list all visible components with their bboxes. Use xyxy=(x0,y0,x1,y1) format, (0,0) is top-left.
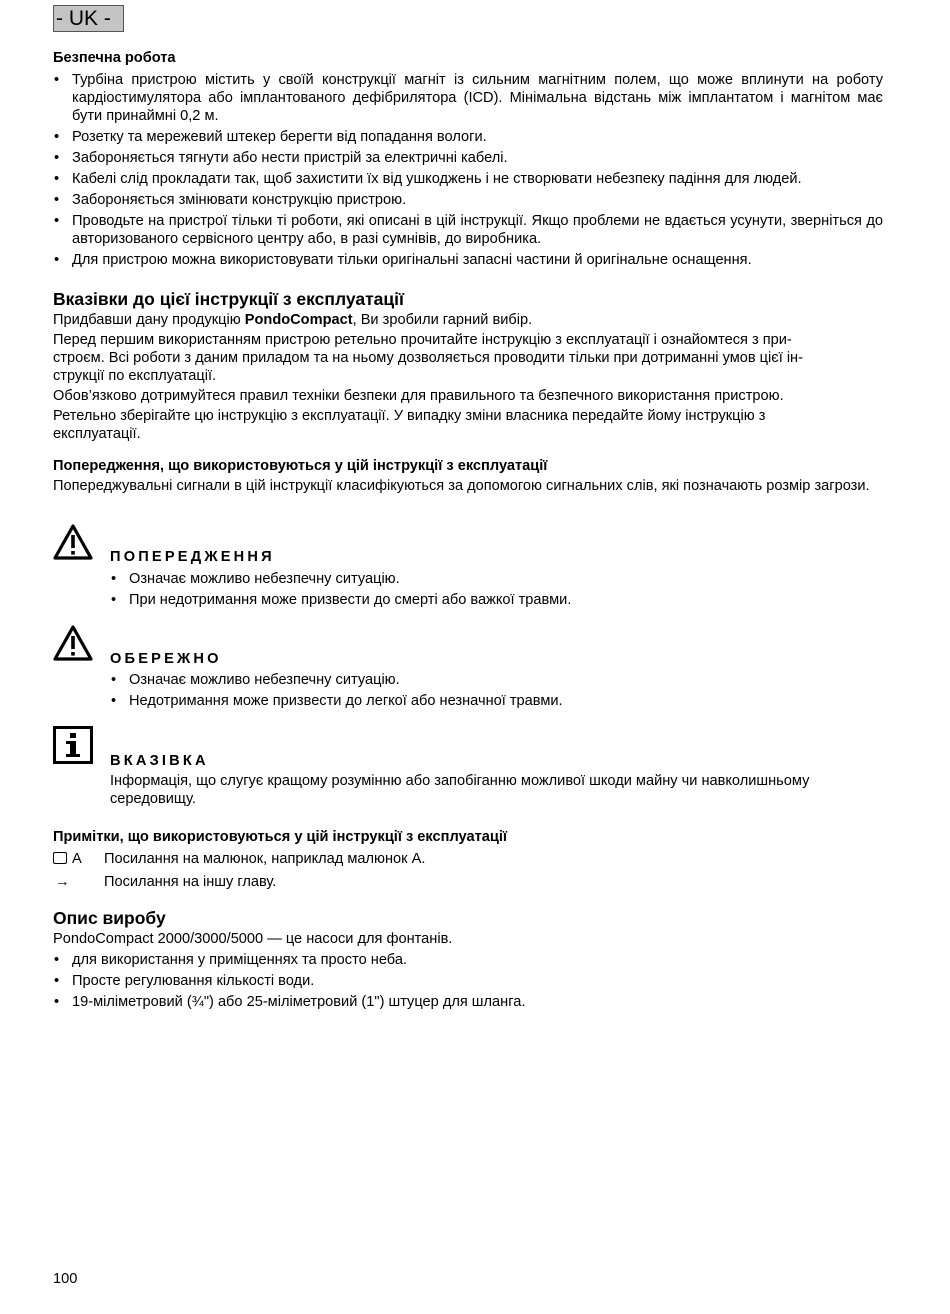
product-heading: Опис виробу xyxy=(53,908,166,928)
instructions-heading: Вказівки до цієї інструкції з експлуатації xyxy=(53,289,404,309)
list-item: • Означає можливо небезпечну ситуацію. xyxy=(110,671,880,689)
list-item: • Проводьте на пристрої тільки ті роботи, які описані в цій інструкції. Якщо проблеми не вдається усунути, зверніться до авторизованого сервісного центру або, в разі сумнівів, до виробника. xyxy=(53,212,883,248)
page-number: 100 xyxy=(53,1271,78,1287)
intro-text-end: , Ви зробили гарний вибір. xyxy=(352,312,533,328)
list-item: • Турбіна пристрою містить у своїй конструкції магніт із сильним магнітним полем, що може вплинути на роботу кардіостимулятора або імплантованого дефібрилятора (ICD). Мінімальна відстань між імплантатом і магнітом має бути принаймні 0,2 м. xyxy=(53,71,883,125)
image-frame-icon xyxy=(53,852,67,864)
notes-section-title: Примітки, що використовуються у цій інструкції з експлуатації xyxy=(53,829,507,845)
figure-reference-symbol xyxy=(53,850,82,868)
safe-work-list xyxy=(53,71,883,272)
list-item: • Забороняється тягнути або нести пристрій за електричні кабелі. xyxy=(53,149,883,167)
product-intro: PondoCompact 2000/3000/5000 — це насоси для фонтанів. xyxy=(53,931,453,947)
instructions-body xyxy=(53,311,883,443)
list-item: • Забороняється змінювати конструкцію пристрою. xyxy=(53,191,883,209)
list-item: • Для пристрою можна використовувати тільки оригінальні запасні частини й оригінальне оснащення. xyxy=(53,251,883,269)
list-item: • Просте регулювання кількості води. xyxy=(53,972,883,990)
arrow-icon: → xyxy=(55,874,70,890)
list-item: • Кабелі слід прокладати так, щоб захистити їх від ушкоджень і не створювати небезпеку падіння для людей. xyxy=(53,170,883,188)
p2-line: строєм. Всі роботи з даним приладом та на ньому дозволяється проводити тільки при дотриманні умов цієї ін- xyxy=(53,350,803,366)
p2-line: Перед першим використанням пристрою ретельно прочитайте інструкцію з експлуатації і ознайомтеся з при- xyxy=(53,332,792,348)
info-icon xyxy=(53,726,93,764)
list-item: • для використання у приміщеннях та просто неба. xyxy=(53,951,883,969)
list-item: • 19-міліметровий (¾") або 25-міліметровий (1") штуцер для шланга. xyxy=(53,993,883,1011)
intro-text: Придбавши дану продукцію xyxy=(53,312,245,328)
notice-title: ВКАЗІВКА xyxy=(110,753,209,769)
instructions-intro xyxy=(53,311,883,329)
caution-title: ОБЕРЕЖНО xyxy=(110,651,222,667)
language-badge: - UK - xyxy=(53,5,124,32)
caution-list xyxy=(110,671,880,713)
caution-triangle-icon xyxy=(53,625,93,661)
warnings-section-text: Попереджувальні сигнали в цій інструкції класифікуються за допомогою сигнальних слів, які позначають розмір загрози. xyxy=(53,478,870,494)
notice-text: Інформація, що слугує кращому розумінню або запобіганню можливої шкоди майну чи навколишньому середовищу. xyxy=(110,773,810,807)
warning-list xyxy=(110,570,880,612)
figure-reference-text: Посилання на малюнок, наприклад малюнок А. xyxy=(104,851,426,867)
instructions-paragraph-2 xyxy=(53,331,883,385)
figure-letter: A xyxy=(72,851,82,867)
product-feature-list xyxy=(53,951,883,1014)
product-name: PondoCompact xyxy=(244,312,353,328)
list-item: • Розетку та мережевий штекер берегти від попадання вологи. xyxy=(53,128,883,146)
instructions-paragraph-3: Обов’язково дотримуйтеся правил техніки безпеки для правильного та безпечного використання пристрою. xyxy=(53,388,784,404)
safe-work-title: Безпечна робота xyxy=(53,50,176,66)
list-item: • Означає можливо небезпечну ситуацію. xyxy=(110,570,880,588)
instructions-paragraph-4: Ретельно зберігайте цю інструкцію з експлуатації. У випадку зміни власника передайте йому інструкцію з експлуатації. xyxy=(53,408,766,442)
chapter-reference-text: Посилання на іншу главу. xyxy=(104,874,277,890)
p2-line: струкції по експлуатації. xyxy=(53,368,217,384)
warnings-section-title: Попередження, що використовуються у цій інструкції з експлуатації xyxy=(53,458,548,474)
list-item: • Недотримання може призвести до легкої або незначної травми. xyxy=(110,692,880,710)
list-item: • При недотримання може призвести до смерті або важкої травми. xyxy=(110,591,880,609)
warning-triangle-icon xyxy=(53,524,93,560)
warning-title: ПОПЕРЕДЖЕННЯ xyxy=(110,549,275,565)
